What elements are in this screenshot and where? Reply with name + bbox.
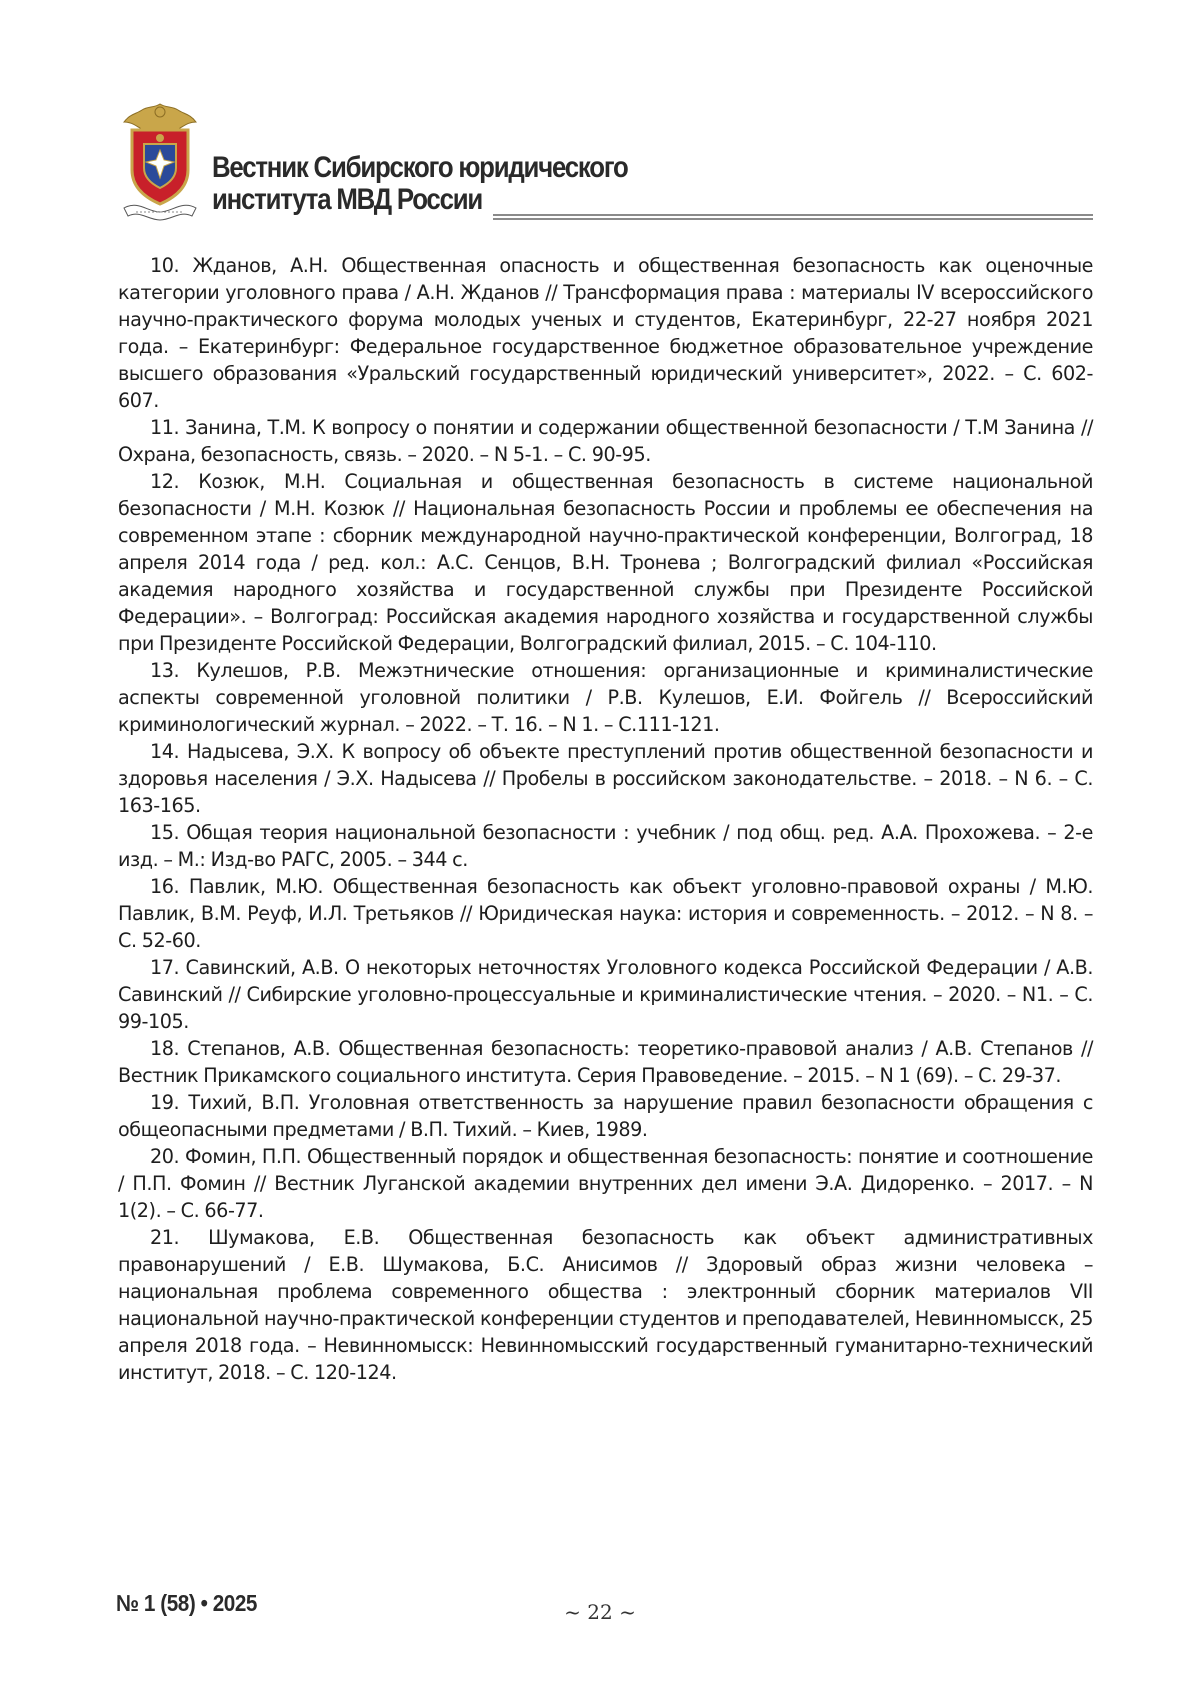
journal-title-line2: института МВД России <box>212 183 483 216</box>
journal-title <box>212 152 628 216</box>
journal-header <box>118 100 1093 230</box>
reference-item: 14. Надысева, Э.Х. К вопросу об объекте преступлений против общественной безопасности и здоровья населения / Э.Х. Надысева // Пробелы в российском законодательстве. – 2018. – N 6. – С. 163-165. <box>118 740 1093 817</box>
reference-item: 10. Жданов, А.Н. Общественная опасность и общественная безопасность как оценочные категории уголовного права / А.Н. Жданов // Трансформация права : материалы IV всероссийского научно-практического форума молодых ученых и студентов, Екатеринбург, 22-27 ноября 2021 года. – Екатеринбург: Федеральное государственное бюджетное образовательное учреждение высшего образования «Уральский государственный юридический университет», 2022. – С. 602-607. <box>118 254 1093 412</box>
reference-item: 21. Шумакова, Е.В. Общественная безопасность как объект административных правонарушений / Е.В. Шумакова, Б.С. Анисимов // Здоровый образ жизни человека – национальная проблема современного общества : электронный сборник материалов VII национальной научно-практической конференции студентов и преподавателей, Невинномысск, 25 апреля 2018 года. – Невинномысск: Невинномысский государственный гуманитарно-технический институт, 2018. – С. 120-124. <box>118 1226 1093 1384</box>
reference-item: 19. Тихий, В.П. Уголовная ответственность за нарушение правил безопасности обращения с общеопасными предметами / В.П. Тихий. – Киев, 1989. <box>118 1091 1093 1141</box>
mvd-emblem-icon <box>118 100 202 226</box>
reference-item: 11. Занина, Т.М. К вопросу о понятии и содержании общественной безопасности / Т.М Занина // Охрана, безопасность, связь. – 2020. – N 5-1. – С. 90-95. <box>118 416 1093 466</box>
reference-item: 12. Козюк, М.Н. Социальная и общественная безопасность в системе национальной безопасности / М.Н. Козюк // Национальная безопасность России и проблемы ее обеспечения на современном этапе : сборник международной научно-практической конференции, Волгоград, 18 апреля 2014 года / ред. кол.: А.С. Сенцов, В.Н. Тронева ; Волгоградский филиал «Российская академия народного хозяйства и государственной службы при Президенте Российской Федерации». – Волгоград: Российская академия народного хозяйства и государственной службы при Президенте Российской Федерации, Волгоградский филиал, 2015. – С. 104-110. <box>118 470 1093 655</box>
reference-item: 13. Кулешов, Р.В. Межэтнические отношения: организационные и криминалистические аспекты современной уголовной политики / Р.В. Кулешов, Е.И. Фойгель // Всероссийский криминологический журнал. – 2022. – Т. 16. – N 1. – С.111-121. <box>118 659 1093 736</box>
reference-item: 20. Фомин, П.П. Общественный порядок и общественная безопасность: понятие и соотношение / П.П. Фомин // Вестник Луганской академии внутренних дел имени Э.А. Дидоренко. – 2017. – N 1(2). – С. 66-77. <box>118 1145 1093 1222</box>
reference-item: 18. Степанов, А.В. Общественная безопасность: теоретико-правовой анализ / А.В. Степанов // Вестник Прикамского социального института. Серия Правоведение. – 2015. – N 1 (69). – С. 29-37. <box>118 1037 1093 1087</box>
reference-item: 16. Павлик, М.Ю. Общественная безопасность как объект уголовно-правовой охраны / М.Ю. Павлик, В.М. Реуф, И.Л. Третьяков // Юридическая наука: история и современность. – 2012. – N 8. – С. 52-60. <box>118 875 1093 952</box>
page-number: ~ 22 ~ <box>564 1600 636 1624</box>
journal-title-line1: Вестник Сибирского юридического <box>212 151 628 184</box>
header-rule <box>493 214 1093 222</box>
issue-number: № 1 (58) • 2025 <box>116 1590 257 1616</box>
reference-item: 15. Общая теория национальной безопасности : учебник / под общ. ред. А.А. Прохожева. – 2-е изд. – М.: Изд-во РАГС, 2005. – 344 с. <box>118 821 1093 871</box>
reference-list <box>118 252 1093 1386</box>
reference-item: 17. Савинский, А.В. О некоторых неточностях Уголовного кодекса Российской Федерации / А.В. Савинский // Сибирские уголовно-процессуальные и криминалистические чтения. – 2020. – N1. – С. 99-105. <box>118 956 1093 1033</box>
